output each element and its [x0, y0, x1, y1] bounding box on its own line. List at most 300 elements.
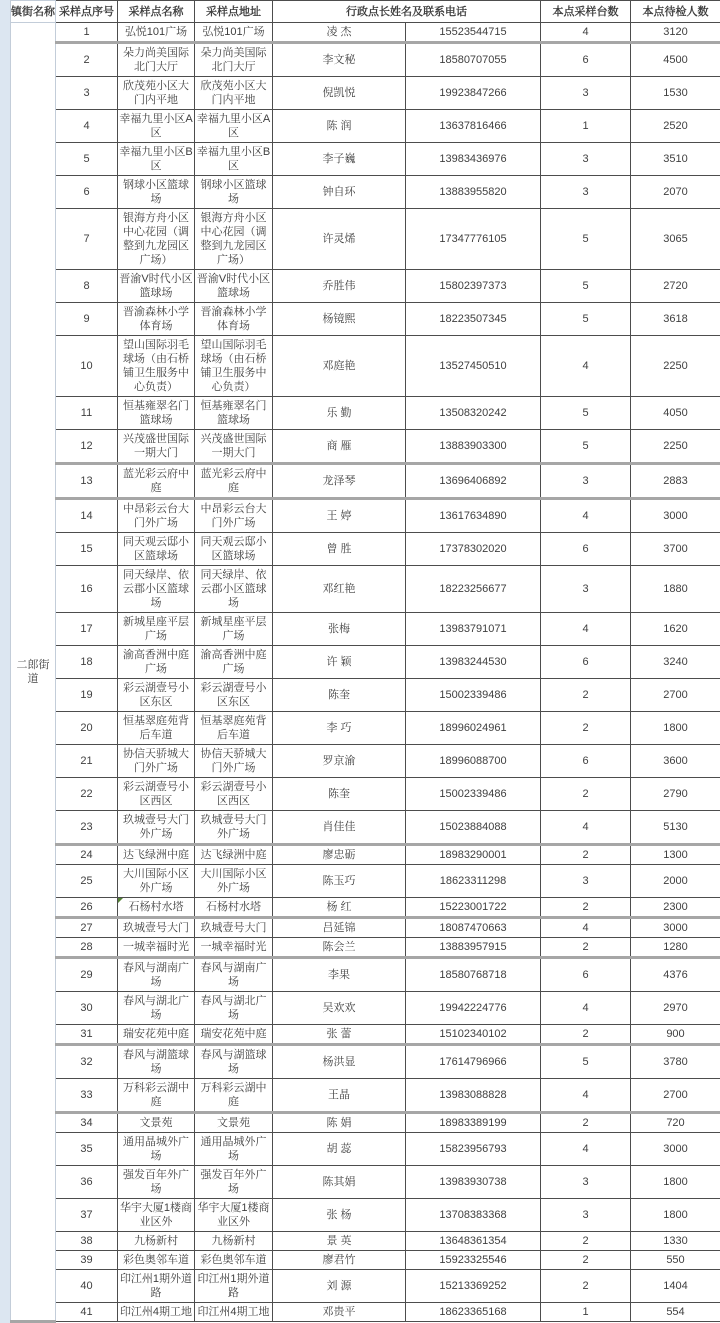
cell-serial: 15: [56, 533, 118, 566]
cell-leader-phone: 18623311298: [406, 865, 541, 898]
cell-people-count: 3618: [631, 303, 720, 336]
cell-people-count: 1330: [631, 1232, 720, 1251]
cell-site-address: 晋渝森林小学体育场: [195, 303, 273, 336]
cell-site-address: 银海方舟小区中心花园（调整到九龙园区广场）: [195, 209, 273, 270]
cell-site-address: 一城幸福时光: [195, 938, 273, 958]
cell-station-count: 2: [541, 679, 631, 712]
cell-leader-name: 曾 胜: [273, 533, 406, 566]
cell-site-address: 欣茂苑小区大门内平地: [195, 77, 273, 110]
cell-serial: 4: [56, 110, 118, 143]
cell-station-count: 1: [541, 1303, 631, 1322]
cell-station-count: 3: [541, 865, 631, 898]
cell-leader-phone: 18983389199: [406, 1113, 541, 1133]
cell-people-count: 1880: [631, 566, 720, 613]
cell-leader-name: 李果: [273, 958, 406, 992]
cell-serial: 7: [56, 209, 118, 270]
cell-leader-phone: 13637816466: [406, 110, 541, 143]
cell-people-count: 554: [631, 1303, 720, 1322]
cell-leader-phone: 13983244530: [406, 646, 541, 679]
cell-people-count: 1404: [631, 1270, 720, 1303]
cell-station-count: 5: [541, 270, 631, 303]
cell-station-count: 4: [541, 1133, 631, 1166]
header-site-address: 采样点地址: [195, 1, 273, 23]
cell-leader-name: 倪凯悦: [273, 77, 406, 110]
cell-site-address: 幸福九里小区B区: [195, 143, 273, 176]
cell-serial: 21: [56, 745, 118, 778]
cell-site-address: 恒基翠庭苑背后车道: [195, 712, 273, 745]
cell-people-count: 2250: [631, 430, 720, 464]
cell-leader-phone: 13983930738: [406, 1166, 541, 1199]
cell-serial: 11: [56, 397, 118, 430]
cell-serial: 41: [56, 1303, 118, 1322]
cell-site-address: 强发百年外广场: [195, 1166, 273, 1199]
cell-station-count: 5: [541, 209, 631, 270]
table-row: [11, 110, 720, 143]
cell-station-count: 2: [541, 1232, 631, 1251]
cell-serial: 23: [56, 811, 118, 845]
table-row: [11, 778, 720, 811]
table-row: [11, 1025, 720, 1045]
cell-serial: 14: [56, 499, 118, 533]
cell-leader-phone: 15002339486: [406, 778, 541, 811]
cell-site-name: 幸福九里小区A区: [118, 110, 195, 143]
cell-station-count: 4: [541, 336, 631, 397]
cell-station-count: 5: [541, 1045, 631, 1079]
cell-leader-phone: 17378302020: [406, 533, 541, 566]
cell-site-name: 蓝光彩云府中庭: [118, 464, 195, 499]
cell-people-count: 1280: [631, 938, 720, 958]
cell-leader-name: 乐 勤: [273, 397, 406, 430]
cell-leader-phone: 17614796966: [406, 1045, 541, 1079]
cell-people-count: 3120: [631, 23, 720, 43]
cell-station-count: 6: [541, 646, 631, 679]
cell-site-address: 同天观云邸小区篮球场: [195, 533, 273, 566]
cell-site-name: 万科彩云湖中庭: [118, 1079, 195, 1113]
cell-leader-phone: 18996088700: [406, 745, 541, 778]
cell-leader-phone: 13696406892: [406, 464, 541, 499]
cell-leader-name: 吴欢欢: [273, 992, 406, 1025]
cell-site-address: 九杨新村: [195, 1232, 273, 1251]
cell-leader-name: 杨镜熙: [273, 303, 406, 336]
cell-leader-phone: 15823956793: [406, 1133, 541, 1166]
cell-leader-name: 陈 娟: [273, 1113, 406, 1133]
cell-site-name: 通用晶城外广场: [118, 1133, 195, 1166]
cell-site-address: 晋渝V时代小区篮球场: [195, 270, 273, 303]
cell-serial: 31: [56, 1025, 118, 1045]
cell-leader-name: 商 雁: [273, 430, 406, 464]
cell-serial: 26: [56, 898, 118, 918]
cell-site-name: 晋渝森林小学体育场: [118, 303, 195, 336]
cell-serial: 36: [56, 1166, 118, 1199]
cell-site-name: 同天绿岸、依云郡小区篮球场: [118, 566, 195, 613]
cell-serial: 33: [56, 1079, 118, 1113]
cell-leader-name: 许 颖: [273, 646, 406, 679]
table-row: [11, 1079, 720, 1113]
cell-station-count: 2: [541, 778, 631, 811]
cell-leader-phone: 18223507345: [406, 303, 541, 336]
cell-site-name: 玖城壹号大门外广场: [118, 811, 195, 845]
cell-station-count: 3: [541, 1199, 631, 1232]
cell-serial: 35: [56, 1133, 118, 1166]
cell-leader-name: 乔胜伟: [273, 270, 406, 303]
cell-site-name: 一城幸福时光: [118, 938, 195, 958]
cell-people-count: 3000: [631, 918, 720, 938]
cell-leader-name: 李 巧: [273, 712, 406, 745]
table-row: [11, 336, 720, 397]
cell-serial: 22: [56, 778, 118, 811]
cell-leader-name: 邓庭艳: [273, 336, 406, 397]
table-row: [11, 43, 720, 77]
cell-site-name: 华宇大厦1楼商业区外: [118, 1199, 195, 1232]
cell-people-count: 3065: [631, 209, 720, 270]
cell-leader-name: 廖君竹: [273, 1251, 406, 1270]
cell-site-address: 玖城壹号大门外广场: [195, 811, 273, 845]
cell-leader-phone: 18580707055: [406, 43, 541, 77]
cell-station-count: 6: [541, 745, 631, 778]
cell-leader-name: 王晶: [273, 1079, 406, 1113]
cell-serial: 2: [56, 43, 118, 77]
cell-station-count: 2: [541, 1270, 631, 1303]
cell-serial: 27: [56, 918, 118, 938]
cell-site-name: 春风与湖南广场: [118, 958, 195, 992]
cell-site-address: 印江州4期工地: [195, 1303, 273, 1322]
cell-people-count: 1800: [631, 1166, 720, 1199]
table-row: [11, 679, 720, 712]
table-row: [11, 1166, 720, 1199]
cell-station-count: 6: [541, 958, 631, 992]
cell-site-name: 恒基翠庭苑背后车道: [118, 712, 195, 745]
cell-site-address: 渝高香洲中庭广场: [195, 646, 273, 679]
cell-people-count: 3700: [631, 533, 720, 566]
table-row: [11, 303, 720, 336]
table-row: [11, 566, 720, 613]
table-row: [11, 712, 720, 745]
cell-station-count: 4: [541, 1079, 631, 1113]
cell-serial: 32: [56, 1045, 118, 1079]
cell-site-name: 银海方舟小区中心花园（调整到九龙园区广场）: [118, 209, 195, 270]
cell-people-count: 2883: [631, 464, 720, 499]
cell-serial: 1: [56, 23, 118, 43]
table-row: [11, 397, 720, 430]
cell-serial: 10: [56, 336, 118, 397]
cell-leader-name: 张 蕾: [273, 1025, 406, 1045]
cell-site-address: 蓝光彩云府中庭: [195, 464, 273, 499]
cell-site-name: 渝高香洲中庭广场: [118, 646, 195, 679]
cell-leader-phone: 18623365168: [406, 1303, 541, 1322]
table-row: [11, 464, 720, 499]
cell-site-name: 幸福九里小区B区: [118, 143, 195, 176]
table-row: [11, 646, 720, 679]
cell-serial: 3: [56, 77, 118, 110]
cell-leader-name: 张 杨: [273, 1199, 406, 1232]
cell-site-address: 协信天骄城大门外广场: [195, 745, 273, 778]
cell-site-address: 朵力尚美国际北门大厅: [195, 43, 273, 77]
cell-station-count: 5: [541, 303, 631, 336]
cell-leader-name: 廖忠砺: [273, 845, 406, 865]
cell-site-name: 印江州4期工地: [118, 1303, 195, 1322]
cell-people-count: 1800: [631, 1199, 720, 1232]
cell-site-name: 钢球小区篮球场: [118, 176, 195, 209]
cell-people-count: 4050: [631, 397, 720, 430]
cell-people-count: 3780: [631, 1045, 720, 1079]
cell-site-address: 瑞安花苑中庭: [195, 1025, 273, 1045]
cell-people-count: 1530: [631, 77, 720, 110]
cell-leader-phone: 17347776105: [406, 209, 541, 270]
table-row: [11, 1133, 720, 1166]
cell-leader-phone: 15102340102: [406, 1025, 541, 1045]
cell-leader-name: 肖佳佳: [273, 811, 406, 845]
table-row: [11, 865, 720, 898]
cell-site-name: 九杨新村: [118, 1232, 195, 1251]
cell-station-count: 5: [541, 430, 631, 464]
cell-leader-name: 李子巍: [273, 143, 406, 176]
cell-station-count: 3: [541, 566, 631, 613]
cell-site-address: 彩云湖壹号小区东区: [195, 679, 273, 712]
cell-site-name: 春风与湖篮球场: [118, 1045, 195, 1079]
table-row: [11, 745, 720, 778]
cell-serial: 9: [56, 303, 118, 336]
table-row: [11, 898, 720, 918]
cell-station-count: 4: [541, 918, 631, 938]
cell-people-count: 4500: [631, 43, 720, 77]
header-street-name: 镇街名称: [11, 1, 56, 23]
cell-leader-name: 邓红艳: [273, 566, 406, 613]
cell-leader-phone: 13883903300: [406, 430, 541, 464]
cell-serial: 16: [56, 566, 118, 613]
cell-site-address: 望山国际羽毛球场（由石桥铺卫生服务中心负责）: [195, 336, 273, 397]
cell-station-count: 4: [541, 992, 631, 1025]
cell-people-count: 720: [631, 1113, 720, 1133]
cell-serial: 17: [56, 613, 118, 646]
cell-serial: 29: [56, 958, 118, 992]
cell-site-address: 兴茂盛世国际一期大门: [195, 430, 273, 464]
cell-people-count: 2970: [631, 992, 720, 1025]
cell-leader-phone: 18087470663: [406, 918, 541, 938]
cell-people-count: 2300: [631, 898, 720, 918]
cell-station-count: 4: [541, 811, 631, 845]
cell-leader-name: 景 英: [273, 1232, 406, 1251]
cell-serial: 34: [56, 1113, 118, 1133]
cell-people-count: 1620: [631, 613, 720, 646]
cell-serial: 12: [56, 430, 118, 464]
header-people-count: 本点待检人数: [631, 1, 720, 23]
cell-leader-phone: 13708383368: [406, 1199, 541, 1232]
cell-station-count: 3: [541, 1166, 631, 1199]
header-station-count: 本点采样台数: [541, 1, 631, 23]
cell-serial: 13: [56, 464, 118, 499]
cell-leader-name: 胡 蕊: [273, 1133, 406, 1166]
cell-site-name: 晋渝V时代小区篮球场: [118, 270, 195, 303]
cell-station-count: 4: [541, 499, 631, 533]
cell-site-name: 彩云湖壹号小区西区: [118, 778, 195, 811]
cell-leader-phone: 19923847266: [406, 77, 541, 110]
table-row: [11, 499, 720, 533]
cell-site-name: 望山国际羽毛球场（由石桥铺卫生服务中心负责）: [118, 336, 195, 397]
cell-station-count: 5: [541, 397, 631, 430]
cell-leader-phone: 15523544715: [406, 23, 541, 43]
cell-people-count: 1300: [631, 845, 720, 865]
cell-station-count: 3: [541, 77, 631, 110]
cell-site-name: 新城星座平层广场: [118, 613, 195, 646]
table-row: [11, 1251, 720, 1270]
cell-site-address: 中昂彩云台大门外广场: [195, 499, 273, 533]
cell-station-count: 2: [541, 845, 631, 865]
cell-leader-phone: 13983791071: [406, 613, 541, 646]
cell-serial: 25: [56, 865, 118, 898]
cell-people-count: 1800: [631, 712, 720, 745]
cell-leader-name: 陈会兰: [273, 938, 406, 958]
cell-station-count: 4: [541, 613, 631, 646]
table-row: [11, 613, 720, 646]
cell-site-address: 玖城壹号大门: [195, 918, 273, 938]
cell-site-name: 彩云湖壹号小区东区: [118, 679, 195, 712]
cell-leader-name: 邓贵平: [273, 1303, 406, 1322]
cell-people-count: 2520: [631, 110, 720, 143]
table-row: [11, 209, 720, 270]
cell-station-count: 2: [541, 1251, 631, 1270]
cell-site-address: 达飞绿洲中庭: [195, 845, 273, 865]
cell-station-count: 3: [541, 176, 631, 209]
cell-people-count: 900: [631, 1025, 720, 1045]
cell-leader-phone: 15223001722: [406, 898, 541, 918]
cell-station-count: 3: [541, 143, 631, 176]
cell-site-name: 同天观云邸小区篮球场: [118, 533, 195, 566]
cell-site-name: 强发百年外广场: [118, 1166, 195, 1199]
cell-leader-name: 李文秘: [273, 43, 406, 77]
cell-site-name: 彩色奥邻车道: [118, 1251, 195, 1270]
cell-leader-name: 陈其娟: [273, 1166, 406, 1199]
cell-site-name: 文景苑: [118, 1113, 195, 1133]
cell-station-count: 2: [541, 1113, 631, 1133]
sampling-points-table: [10, 0, 720, 1323]
cell-leader-phone: 13983088828: [406, 1079, 541, 1113]
table-row: [11, 23, 720, 43]
cell-site-name: 恒基雍翠名门篮球场: [118, 397, 195, 430]
header-row: [11, 1, 720, 23]
cell-site-name: 大川国际小区外广场: [118, 865, 195, 898]
cell-people-count: 2700: [631, 679, 720, 712]
cell-site-address: 大川国际小区外广场: [195, 865, 273, 898]
table-row: [11, 1303, 720, 1322]
cell-serial: 6: [56, 176, 118, 209]
cell-site-address: 钢球小区篮球场: [195, 176, 273, 209]
cell-leader-name: 钟自环: [273, 176, 406, 209]
cell-station-count: 2: [541, 898, 631, 918]
cell-site-address: 恒基雍翠名门篮球场: [195, 397, 273, 430]
cell-station-count: 1: [541, 110, 631, 143]
cell-people-count: 2250: [631, 336, 720, 397]
cell-leader-phone: 18996024961: [406, 712, 541, 745]
table-row: [11, 845, 720, 865]
cell-serial: 28: [56, 938, 118, 958]
cell-site-name: 达飞绿洲中庭: [118, 845, 195, 865]
cell-site-address: 彩云湖壹号小区西区: [195, 778, 273, 811]
table-row: [11, 1232, 720, 1251]
table-row: [11, 992, 720, 1025]
cell-serial: 37: [56, 1199, 118, 1232]
cell-leader-phone: 13983436976: [406, 143, 541, 176]
cell-leader-name: 凌 杰: [273, 23, 406, 43]
cell-leader-name: 许灵烯: [273, 209, 406, 270]
cell-site-address: 彩色奥邻车道: [195, 1251, 273, 1270]
cell-site-address: 弘悦101广场: [195, 23, 273, 43]
cell-people-count: 2070: [631, 176, 720, 209]
table-row: [11, 77, 720, 110]
cell-site-name: 印江州1期外道路: [118, 1270, 195, 1303]
cell-people-count: 2720: [631, 270, 720, 303]
cell-leader-name: 杨 红: [273, 898, 406, 918]
cell-station-count: 2: [541, 1025, 631, 1045]
cell-leader-phone: 13883955820: [406, 176, 541, 209]
cell-leader-phone: 18223256677: [406, 566, 541, 613]
table-row: [11, 811, 720, 845]
cell-leader-name: 刘 源: [273, 1270, 406, 1303]
cell-site-address: 春风与湖南广场: [195, 958, 273, 992]
cell-site-name: 弘悦101广场: [118, 23, 195, 43]
cell-leader-name: 王 婷: [273, 499, 406, 533]
cell-leader-phone: 13648361354: [406, 1232, 541, 1251]
cell-site-address: 同天绿岸、依云郡小区篮球场: [195, 566, 273, 613]
cell-site-name: 兴茂盛世国际一期大门: [118, 430, 195, 464]
cell-serial: 19: [56, 679, 118, 712]
cell-site-name: 玖城壹号大门: [118, 918, 195, 938]
cell-leader-phone: 13508320242: [406, 397, 541, 430]
cell-site-name: 石杨村水塔: [118, 898, 195, 918]
cell-people-count: 2700: [631, 1079, 720, 1113]
cell-leader-name: 张梅: [273, 613, 406, 646]
cell-site-address: 通用晶城外广场: [195, 1133, 273, 1166]
cell-station-count: 6: [541, 533, 631, 566]
cell-people-count: 3000: [631, 499, 720, 533]
cell-serial: 18: [56, 646, 118, 679]
table-row: [11, 143, 720, 176]
cell-people-count: 2000: [631, 865, 720, 898]
cell-leader-phone: 13883957915: [406, 938, 541, 958]
cell-site-name: 中昂彩云台大门外广场: [118, 499, 195, 533]
cell-site-address: 幸福九里小区A区: [195, 110, 273, 143]
cell-leader-name: 罗京渝: [273, 745, 406, 778]
cell-station-count: 6: [541, 43, 631, 77]
cell-site-name: 瑞安花苑中庭: [118, 1025, 195, 1045]
cell-site-address: 文景苑: [195, 1113, 273, 1133]
cell-leader-phone: 18983290001: [406, 845, 541, 865]
cell-leader-name: 陈奎: [273, 778, 406, 811]
cell-site-address: 春风与湖北广场: [195, 992, 273, 1025]
cell-leader-name: 陈 润: [273, 110, 406, 143]
header-serial: 采样点序号: [56, 1, 118, 23]
cell-leader-name: 龙泽琴: [273, 464, 406, 499]
cell-leader-phone: 15802397373: [406, 270, 541, 303]
cell-people-count: 550: [631, 1251, 720, 1270]
cell-site-address: 新城星座平层广场: [195, 613, 273, 646]
cell-serial: 30: [56, 992, 118, 1025]
header-site-name: 采样点名称: [118, 1, 195, 23]
table-row: [11, 938, 720, 958]
cell-leader-name: 吕延锦: [273, 918, 406, 938]
cell-site-address: 印江州1期外道路: [195, 1270, 273, 1303]
cell-serial: 38: [56, 1232, 118, 1251]
sampling-table-container: [10, 0, 720, 1323]
table-row: [11, 1199, 720, 1232]
cell-serial: 5: [56, 143, 118, 176]
cell-serial: 20: [56, 712, 118, 745]
cell-serial: 24: [56, 845, 118, 865]
cell-leader-phone: 18580768718: [406, 958, 541, 992]
table-row: [11, 430, 720, 464]
cell-people-count: 5130: [631, 811, 720, 845]
cell-leader-phone: 19942224776: [406, 992, 541, 1025]
table-row: [11, 533, 720, 566]
